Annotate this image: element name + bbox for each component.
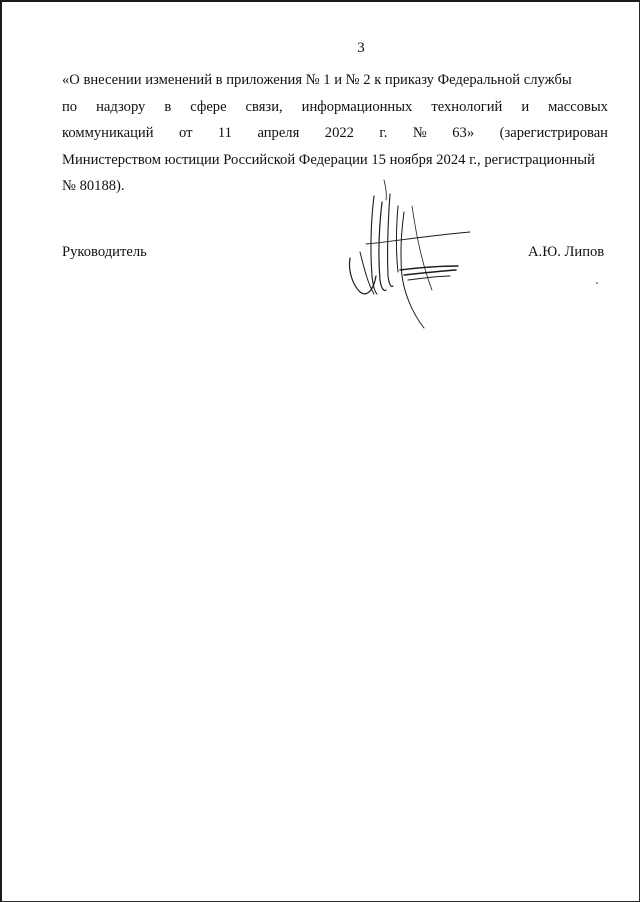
body-line-1: «О внесении изменений в приложения № 1 и № 2 к приказу Федеральной службы (62, 72, 572, 88)
signatory-name: А.Ю. Липов (528, 244, 605, 260)
body-line-3-word: (зарегистрирован (499, 125, 608, 141)
body-line-3-word: 2022 (324, 125, 354, 141)
body-line-2-word: массовых (548, 98, 608, 115)
body-line-3-word: от (178, 125, 193, 141)
body-line-2-word: по (62, 98, 78, 115)
body-line-2-word: и (521, 98, 530, 115)
body-line-2-word: информационных (301, 98, 413, 115)
body-line-3-word: 11 (217, 125, 232, 141)
page-number: 3 (357, 40, 365, 56)
scan-speck (596, 282, 598, 284)
body-line-3 (62, 120, 608, 147)
body-line-2 (62, 94, 608, 121)
body-line-2-word: связи, (245, 98, 283, 115)
body-line-3-word: коммуникаций (62, 125, 154, 141)
body-line-2-word: в (164, 98, 172, 115)
body-line-3-word: № (412, 125, 427, 141)
body-line-2-word: технологий (431, 98, 503, 115)
body-line-2-word: сфере (190, 98, 227, 115)
body-line-3-word: 63» (452, 125, 475, 141)
body-paragraph (62, 67, 608, 200)
body-line-2-word: надзору (96, 98, 146, 115)
body-line-3-word: апреля (257, 125, 300, 141)
body-line-3-word: г. (379, 125, 388, 141)
handwritten-signature (338, 172, 478, 336)
signatory-role: Руководитель (62, 244, 147, 260)
body-line-5: № 80188). (62, 178, 125, 194)
body-line-4: Министерством юстиции Российской Федерации 15 ноября 2024 г., регистрационный (62, 151, 595, 168)
